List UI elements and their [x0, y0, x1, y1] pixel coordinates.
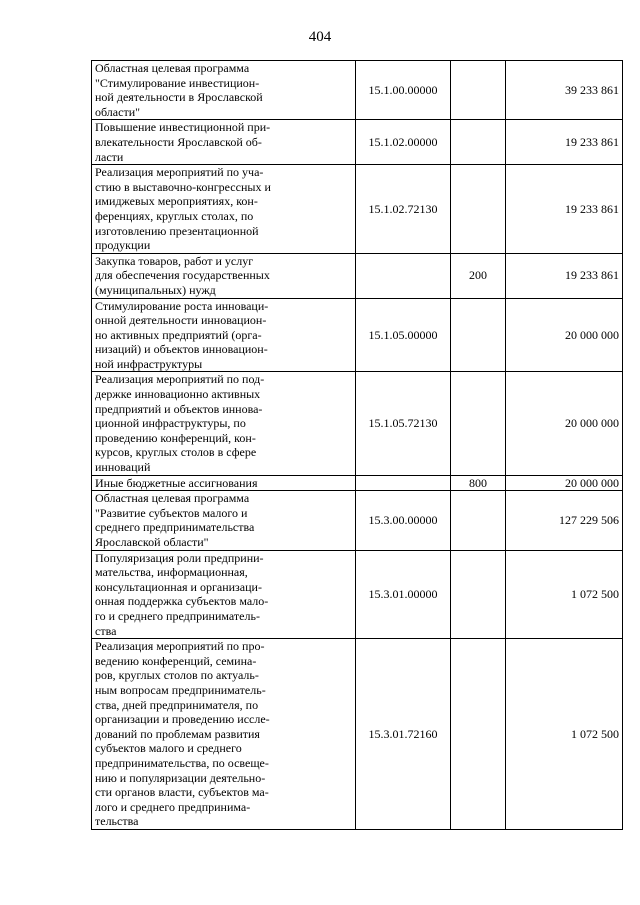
row-sum-cell [506, 61, 623, 120]
row-code-text: 15.3.01.72160 [368, 726, 438, 741]
row-name-text: Областная целевая программа "Стимулирование инвестицион- ной деятельности в Ярославской области" [95, 61, 263, 119]
table-row [92, 165, 623, 254]
row-name-cell [92, 639, 356, 830]
row-code-text: 15.1.02.00000 [368, 134, 438, 149]
row-sum-text: 19 233 861 [565, 201, 619, 216]
budget-table [91, 60, 623, 830]
table-row [92, 550, 623, 639]
row-name-cell [92, 491, 356, 550]
table-row [92, 253, 623, 298]
row-code-text: 15.1.02.72130 [368, 201, 438, 216]
row-sum-cell [506, 165, 623, 254]
row-code-cell [356, 639, 451, 830]
row-sum-text: 39 233 861 [565, 82, 619, 97]
row-name-text: Реализация мероприятий по под- держке инновационно активных предприятий и объектов иннова- ционной инфраструктуры, по проведению конференций, кон- курсов, круглых столов в сфере инноваций [95, 372, 265, 475]
row-sum-cell [506, 298, 623, 372]
row-name-cell [92, 120, 356, 165]
row-code-text: 15.3.01.00000 [368, 587, 438, 602]
row-expense-type-text: 200 [469, 268, 487, 283]
row-code-cell [356, 253, 451, 298]
row-sum-cell [506, 491, 623, 550]
row-expense-type-cell [451, 491, 506, 550]
row-code-cell [356, 372, 451, 475]
row-sum-text: 19 233 861 [565, 134, 619, 149]
row-expense-type-cell [451, 550, 506, 639]
row-sum-text: 20 000 000 [565, 327, 619, 342]
table-row [92, 61, 623, 120]
table-row [92, 120, 623, 165]
row-name-text: Популяризация роли предприни- мательства, информационная, консультационная и организаци- онная поддержка субъектов мало- го и среднего предприниматель- ства [95, 550, 269, 638]
row-code-cell [356, 298, 451, 372]
row-code-cell [356, 61, 451, 120]
row-sum-cell [506, 120, 623, 165]
row-code-text: 15.3.00.00000 [368, 513, 438, 528]
row-expense-type-cell [451, 372, 506, 475]
budget-table-body [92, 61, 623, 830]
row-name-text: Реализация мероприятий по про- ведению конференций, семина- ров, круглых столов по актуаль- ным вопросам предприниматель- ства, дней предпринимателя, по организации и проведению иссле- дований по проблемам развития субъектов малого и среднего предпринимательства, по освеще- нию и популяризации деятельно- сти органов власти, субъектов ма- лого и среднего предпринима- тельства [95, 639, 270, 829]
row-name-text: Повышение инвестиционной при- влекательности Ярославской об- ласти [95, 120, 271, 164]
page-number: 404 [308, 29, 332, 45]
row-code-cell [356, 165, 451, 254]
row-expense-type-cell [451, 120, 506, 165]
row-name-cell [92, 298, 356, 372]
row-sum-text: 19 233 861 [565, 268, 619, 283]
row-code-cell [356, 550, 451, 639]
row-sum-cell [506, 639, 623, 830]
row-code-text: 15.1.00.00000 [368, 82, 438, 97]
row-name-text: Иные бюджетные ассигнования [95, 475, 258, 490]
row-name-cell [92, 253, 356, 298]
row-sum-text: 127 229 506 [559, 513, 619, 528]
row-name-text: Закупка товаров, работ и услуг для обеспечения государственных (муниципальных) нужд [95, 253, 270, 297]
table-row [92, 372, 623, 475]
row-name-cell [92, 61, 356, 120]
table-row [92, 639, 623, 830]
row-expense-type-cell [451, 639, 506, 830]
table-row [92, 475, 623, 491]
row-sum-cell [506, 253, 623, 298]
row-sum-cell [506, 475, 623, 491]
table-row [92, 491, 623, 550]
row-expense-type-cell [451, 253, 506, 298]
row-expense-type-cell [451, 475, 506, 491]
row-name-text: Областная целевая программа "Развитие субъектов малого и среднего предпринимательства Ярославской области" [95, 491, 255, 549]
table-row [92, 298, 623, 372]
row-sum-text: 1 072 500 [571, 587, 619, 602]
row-expense-type-cell [451, 298, 506, 372]
row-name-cell [92, 165, 356, 254]
row-name-cell [92, 550, 356, 639]
row-code-cell [356, 120, 451, 165]
row-sum-text: 1 072 500 [571, 726, 619, 741]
row-name-cell [92, 475, 356, 491]
row-code-text: 15.1.05.72130 [368, 416, 438, 431]
row-sum-text: 20 000 000 [565, 475, 619, 490]
row-name-cell [92, 372, 356, 475]
row-code-text: 15.1.05.00000 [368, 327, 438, 342]
row-expense-type-cell [451, 61, 506, 120]
row-sum-cell [506, 372, 623, 475]
row-expense-type-cell [451, 165, 506, 254]
row-expense-type-text: 800 [469, 475, 487, 490]
row-code-cell [356, 475, 451, 491]
row-sum-cell [506, 550, 623, 639]
row-sum-text: 20 000 000 [565, 416, 619, 431]
row-code-cell [356, 491, 451, 550]
row-name-text: Реализация мероприятий по уча- стию в выставочно-конгрессных и имиджевых мероприятиях, кон- ференциях, круглых столах, по изготовлению презентационной продукции [95, 165, 271, 253]
row-name-text: Стимулирование роста инноваци- онной деятельности инновацион- но активных предприятий (орга- низаций) и объектов инновацион- ной инфраструктуры [95, 298, 269, 371]
